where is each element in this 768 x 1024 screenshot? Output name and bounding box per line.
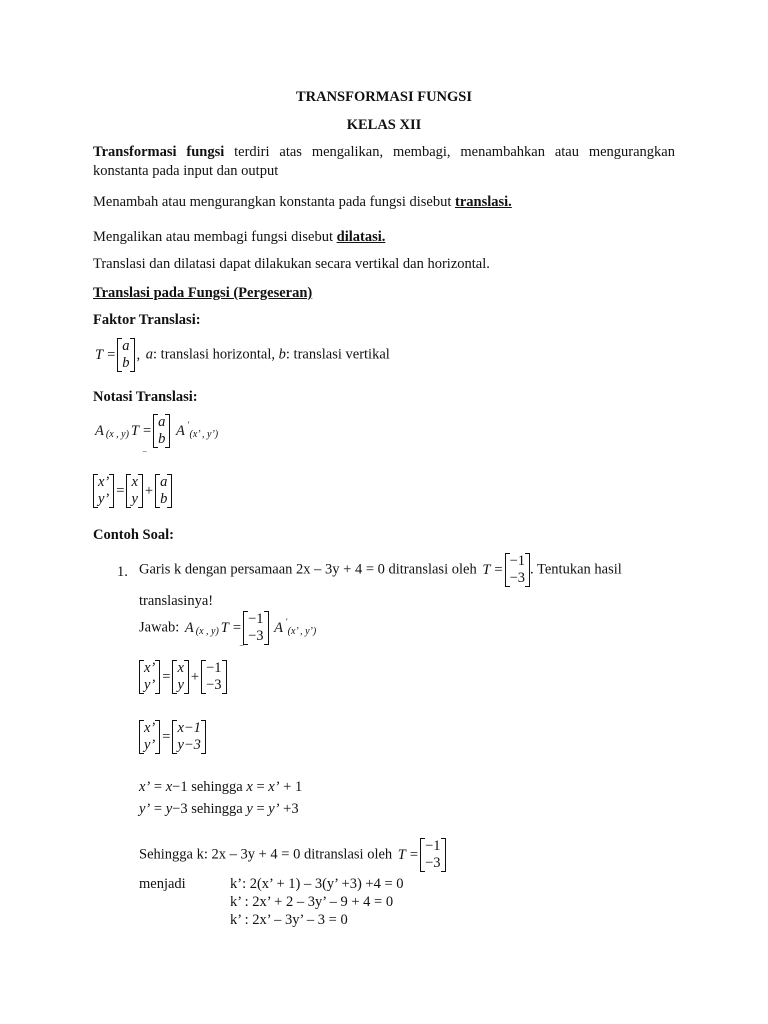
translasi-term: translasi. xyxy=(455,194,512,210)
document-subtitle: KELAS XII xyxy=(346,117,422,133)
arrow-mark-2: ‾ xyxy=(240,646,244,657)
conclusion-text: Sehingga k: 2x – 3y + 4 = 0 ditranslasi oleh xyxy=(139,846,393,863)
conclusion-line: Sehingga k: 2x – 3y + 4 = 0 ditranslasi oleh T = −1 −3 xyxy=(139,838,446,872)
sehingga-2: sehingga xyxy=(191,801,243,817)
problem-text-line2: translasinya! xyxy=(139,593,214,609)
a-label: a xyxy=(145,346,154,363)
arrow-mark: ‾ xyxy=(143,452,147,463)
vector-equation-example: x’ y’ = x y + −1 −3 xyxy=(139,660,227,694)
problem-text-after: . Tentukan hasil xyxy=(530,561,622,578)
x-substitution: x’ = x−1 sehingga x = x’ + 1 xyxy=(139,779,303,795)
sehingga-1: sehingga xyxy=(191,779,243,795)
menjadi-label: menjadi xyxy=(139,876,186,892)
step-3: k’ : 2x’ – 3y’ – 3 = 0 xyxy=(230,912,348,928)
intro-bold-term: Transformasi fungsi xyxy=(93,144,225,160)
notasi-formula: A $_{(x , y)}$ T = a b A '$_{(x’ , y’)}$ xyxy=(95,414,219,447)
vector-ab: a b xyxy=(117,338,134,372)
a-desc: : translasi horizontal, xyxy=(153,346,279,363)
b-label: b xyxy=(278,346,286,363)
dilatasi-definition xyxy=(93,229,385,246)
jawab-label: Jawab: xyxy=(139,619,180,636)
notasi-translasi-heading: Notasi Translasi: xyxy=(93,389,198,405)
b-desc: : translasi vertikal xyxy=(285,346,390,363)
vertical-horizontal-note: Translasi dan dilatasi dapat dilakukan secara vertikal dan horizontal. xyxy=(93,256,490,272)
problem-number: 1. xyxy=(117,564,128,580)
intro-paragraph xyxy=(93,143,675,181)
problem-text: Garis k dengan persamaan 2x – 3y + 4 = 0 ditranslasi oleh xyxy=(139,561,477,578)
faktor-translasi-formula: T = a b , a: translasi horizontal, b: translasi vertikal xyxy=(95,338,390,371)
translasi-definition xyxy=(93,194,512,211)
y-substitution: y’ = y−3 sehingga y = y’ +3 xyxy=(139,801,299,817)
jawab-line: Jawab: A $_{(x , y)}$ T = −1 −3 A '$_{(x’ , y’)}$ xyxy=(139,611,317,644)
dilatasi-term: dilatasi. xyxy=(336,229,386,245)
step-1: k’: 2(x’ + 1) – 3(y’ +3) +4 = 0 xyxy=(230,876,404,892)
step-2: k’ : 2x’ + 2 – 3y’ – 9 + 4 = 0 xyxy=(230,894,394,910)
intro-text: terdiri atas mengalikan, membagi, menambahkan atau mengurangkan konstanta pada input dan output xyxy=(93,144,675,179)
vector-result: x’ y’ = x−1 y−3 xyxy=(139,720,206,754)
document-title: TRANSFORMASI FUNGSI xyxy=(295,89,473,105)
section-heading-translasi: Translasi pada Fungsi (Pergeseran) xyxy=(93,285,313,301)
vector-equation: x’ y’ = x y + a b xyxy=(93,474,172,508)
translasi-def-text: Menambah atau mengurangkan konstanta pada fungsi disebut xyxy=(93,194,455,210)
problem-statement: Garis k dengan persamaan 2x – 3y + 4 = 0 ditranslasi oleh T = −1 −3 . Tentukan hasil xyxy=(139,553,622,586)
dilatasi-def-text: Mengalikan atau membagi fungsi disebut xyxy=(93,229,337,245)
faktor-translasi-heading: Faktor Translasi: xyxy=(93,312,201,328)
contoh-soal-heading: Contoh Soal: xyxy=(93,527,174,543)
